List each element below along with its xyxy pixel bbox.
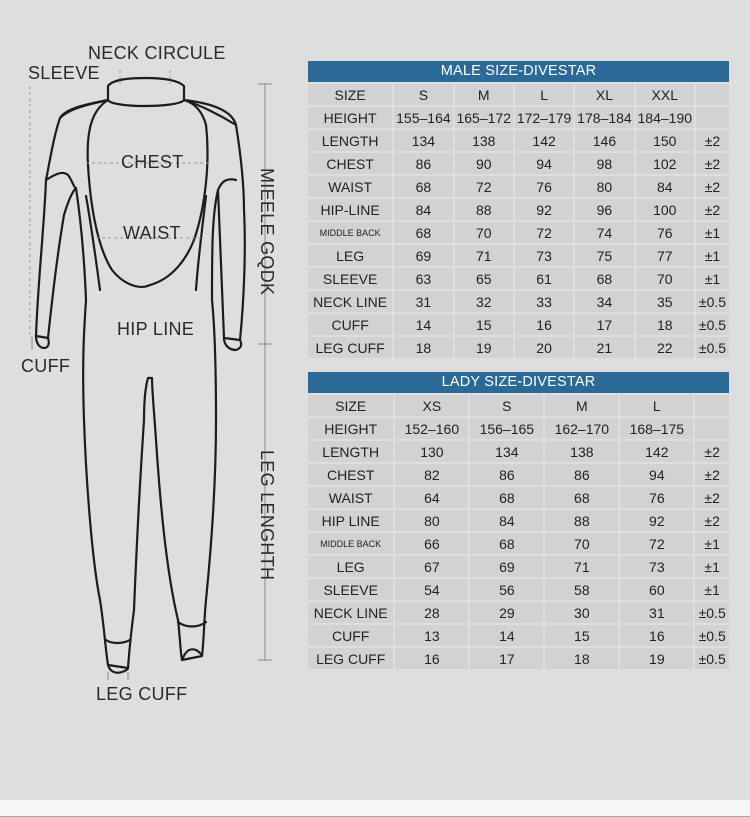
value-cell: 69 xyxy=(394,245,452,266)
value-cell: 184–190 xyxy=(636,107,694,128)
male-table-title: MALE SIZE-DIVESTAR xyxy=(308,61,729,82)
value-cell: 31 xyxy=(620,602,693,623)
table-row xyxy=(308,625,729,646)
value-cell: 82 xyxy=(395,464,468,485)
tolerance-cell: ±1 xyxy=(696,268,729,289)
value-cell: 73 xyxy=(620,556,693,577)
table-header-row xyxy=(308,84,729,105)
value-cell: 67 xyxy=(395,556,468,577)
row-label-cell: HEIGHT xyxy=(308,107,392,128)
value-cell: L xyxy=(515,84,573,105)
value-cell: 94 xyxy=(620,464,693,485)
value-cell: 70 xyxy=(636,268,694,289)
leg-length-label: LEG LENGHTH xyxy=(257,450,277,581)
value-cell: 68 xyxy=(470,533,543,554)
value-cell: S xyxy=(470,395,543,416)
value-cell: 68 xyxy=(394,222,452,243)
tolerance-cell: ±0.5 xyxy=(695,602,729,623)
tolerance-cell: ±2 xyxy=(696,176,729,197)
row-label-cell: NECK LINE xyxy=(308,602,393,623)
value-cell: 165–172 xyxy=(455,107,513,128)
table-row xyxy=(308,602,729,623)
tolerance-cell: ±2 xyxy=(696,199,729,220)
table-row xyxy=(308,199,729,220)
table-row xyxy=(308,153,729,174)
value-cell: 19 xyxy=(455,337,513,358)
tolerance-cell: ±2 xyxy=(695,464,729,485)
value-cell: 94 xyxy=(515,153,573,174)
row-label-cell: HIP LINE xyxy=(308,510,393,531)
value-cell: 71 xyxy=(545,556,618,577)
value-cell: 76 xyxy=(515,176,573,197)
table-row xyxy=(308,130,729,151)
row-label-cell: MIDDLE BACK xyxy=(308,222,392,243)
value-cell: 77 xyxy=(636,245,694,266)
chest-label: CHEST xyxy=(121,152,184,172)
value-cell: 68 xyxy=(470,487,543,508)
middle-back-label: MIEELE GQDK xyxy=(257,168,277,296)
value-cell: 28 xyxy=(395,602,468,623)
tolerance-cell: ±1 xyxy=(695,533,729,554)
value-cell: 70 xyxy=(545,533,618,554)
table-row xyxy=(308,107,729,128)
value-cell: 13 xyxy=(395,625,468,646)
value-cell: 134 xyxy=(394,130,452,151)
value-cell: 58 xyxy=(545,579,618,600)
value-cell: 16 xyxy=(395,648,468,669)
value-cell: 14 xyxy=(470,625,543,646)
tolerance-cell xyxy=(695,395,729,416)
value-cell: 75 xyxy=(575,245,633,266)
table-header-row xyxy=(308,395,729,416)
row-label-cell: HIP-LINE xyxy=(308,199,392,220)
value-cell: 86 xyxy=(470,464,543,485)
table-row xyxy=(308,487,729,508)
row-label-cell: LEG CUFF xyxy=(308,337,392,358)
value-cell: 76 xyxy=(620,487,693,508)
row-label-cell: CUFF xyxy=(308,625,393,646)
value-cell: 63 xyxy=(394,268,452,289)
value-cell: 88 xyxy=(455,199,513,220)
value-cell: 18 xyxy=(545,648,618,669)
bottom-strip xyxy=(0,800,750,817)
value-cell: 152–160 xyxy=(395,418,468,439)
value-cell: 73 xyxy=(515,245,573,266)
table-row xyxy=(308,418,729,439)
row-label-cell: SLEEVE xyxy=(308,268,392,289)
table-row xyxy=(308,314,729,335)
value-cell: 80 xyxy=(575,176,633,197)
row-label-cell: CUFF xyxy=(308,314,392,335)
value-cell: 17 xyxy=(470,648,543,669)
value-cell: 68 xyxy=(394,176,452,197)
value-cell: S xyxy=(394,84,452,105)
value-cell: 92 xyxy=(515,199,573,220)
value-cell: 34 xyxy=(575,291,633,312)
tolerance-cell: ±2 xyxy=(695,487,729,508)
value-cell: M xyxy=(545,395,618,416)
value-cell: 86 xyxy=(394,153,452,174)
value-cell: XS xyxy=(395,395,468,416)
row-label-cell: SIZE xyxy=(308,395,393,416)
tolerance-cell: ±2 xyxy=(696,153,729,174)
value-cell: 60 xyxy=(620,579,693,600)
value-cell: 56 xyxy=(470,579,543,600)
value-cell: 54 xyxy=(395,579,468,600)
value-cell: 134 xyxy=(470,441,543,462)
row-label-cell: SLEEVE xyxy=(308,579,393,600)
value-cell: 168–175 xyxy=(620,418,693,439)
value-cell: 68 xyxy=(575,268,633,289)
table-row xyxy=(308,510,729,531)
table-row xyxy=(308,291,729,312)
cuff-label: CUFF xyxy=(21,356,71,376)
lady-table-title: LADY SIZE-DIVESTAR xyxy=(308,372,729,393)
tolerance-cell: ±2 xyxy=(695,441,729,462)
value-cell: 18 xyxy=(394,337,452,358)
table-row xyxy=(308,222,729,243)
value-cell: 33 xyxy=(515,291,573,312)
value-cell: 100 xyxy=(636,199,694,220)
value-cell: 64 xyxy=(395,487,468,508)
row-label-cell: NECK LINE xyxy=(308,291,392,312)
value-cell: 142 xyxy=(620,441,693,462)
table-row xyxy=(308,556,729,577)
row-label-cell: CHEST xyxy=(308,153,392,174)
value-cell: 86 xyxy=(545,464,618,485)
table-row xyxy=(308,441,729,462)
tolerance-cell xyxy=(696,84,729,105)
row-label-cell: LENGTH xyxy=(308,441,393,462)
value-cell: 65 xyxy=(455,268,513,289)
value-cell: 21 xyxy=(575,337,633,358)
value-cell: 16 xyxy=(515,314,573,335)
tolerance-cell: ±0.5 xyxy=(695,648,729,669)
row-label-cell: LEG xyxy=(308,245,392,266)
value-cell: 66 xyxy=(395,533,468,554)
value-cell: 162–170 xyxy=(545,418,618,439)
value-cell: 68 xyxy=(545,487,618,508)
value-cell: 142 xyxy=(515,130,573,151)
value-cell: 22 xyxy=(636,337,694,358)
row-label-cell: SIZE xyxy=(308,84,392,105)
value-cell: 80 xyxy=(395,510,468,531)
value-cell: 96 xyxy=(575,199,633,220)
value-cell: 88 xyxy=(545,510,618,531)
value-cell: 15 xyxy=(455,314,513,335)
value-cell: 19 xyxy=(620,648,693,669)
value-cell: 138 xyxy=(455,130,513,151)
table-row xyxy=(308,648,729,669)
row-label-cell: LEG CUFF xyxy=(308,648,393,669)
sleeve-label: SLEEVE xyxy=(28,63,100,83)
value-cell: 69 xyxy=(470,556,543,577)
value-cell: XXL xyxy=(636,84,694,105)
value-cell: 156–165 xyxy=(470,418,543,439)
row-label-cell: LEG xyxy=(308,556,393,577)
table-row xyxy=(308,464,729,485)
value-cell: 16 xyxy=(620,625,693,646)
value-cell: 92 xyxy=(620,510,693,531)
value-cell: 74 xyxy=(575,222,633,243)
row-label-cell: WAIST xyxy=(308,176,392,197)
row-label-cell: CHEST xyxy=(308,464,393,485)
row-label-cell: WAIST xyxy=(308,487,393,508)
tolerance-cell xyxy=(695,418,729,439)
value-cell: 150 xyxy=(636,130,694,151)
value-cell: 32 xyxy=(455,291,513,312)
leg-cuff-label: LEG CUFF xyxy=(96,684,188,704)
tolerance-cell: ±2 xyxy=(696,130,729,151)
value-cell: 178–184 xyxy=(575,107,633,128)
tolerance-cell: ±1 xyxy=(695,556,729,577)
value-cell: 18 xyxy=(636,314,694,335)
male-size-table xyxy=(306,82,731,360)
row-label-cell: MIDDLE BACK xyxy=(308,533,393,554)
value-cell: 35 xyxy=(636,291,694,312)
value-cell: 72 xyxy=(620,533,693,554)
tolerance-cell: ±1 xyxy=(695,579,729,600)
value-cell: L xyxy=(620,395,693,416)
value-cell: 31 xyxy=(394,291,452,312)
tolerance-cell: ±0.5 xyxy=(695,625,729,646)
value-cell: 14 xyxy=(394,314,452,335)
table-row xyxy=(308,337,729,358)
value-cell: 20 xyxy=(515,337,573,358)
tolerance-cell: ±1 xyxy=(696,222,729,243)
value-cell: 84 xyxy=(470,510,543,531)
tolerance-cell: ±0.5 xyxy=(696,337,729,358)
value-cell: 138 xyxy=(545,441,618,462)
value-cell: 130 xyxy=(395,441,468,462)
hip-line-label: HIP LINE xyxy=(117,319,195,339)
tolerance-cell: ±2 xyxy=(695,510,729,531)
value-cell: 15 xyxy=(545,625,618,646)
value-cell: 70 xyxy=(455,222,513,243)
row-label-cell: LENGTH xyxy=(308,130,392,151)
tolerance-cell xyxy=(696,107,729,128)
value-cell: XL xyxy=(575,84,633,105)
value-cell: 84 xyxy=(394,199,452,220)
waist-label: WAIST xyxy=(123,223,181,243)
value-cell: M xyxy=(455,84,513,105)
value-cell: 30 xyxy=(545,602,618,623)
row-label-cell: HEIGHT xyxy=(308,418,393,439)
value-cell: 61 xyxy=(515,268,573,289)
value-cell: 76 xyxy=(636,222,694,243)
value-cell: 98 xyxy=(575,153,633,174)
table-row xyxy=(308,176,729,197)
value-cell: 72 xyxy=(455,176,513,197)
tolerance-cell: ±0.5 xyxy=(696,314,729,335)
neck-circle-label: NECK CIRCULE xyxy=(88,43,226,63)
lady-size-table xyxy=(306,393,731,671)
value-cell: 29 xyxy=(470,602,543,623)
value-cell: 72 xyxy=(515,222,573,243)
value-cell: 172–179 xyxy=(515,107,573,128)
value-cell: 84 xyxy=(636,176,694,197)
value-cell: 146 xyxy=(575,130,633,151)
value-cell: 102 xyxy=(636,153,694,174)
value-cell: 17 xyxy=(575,314,633,335)
table-row xyxy=(308,579,729,600)
table-row xyxy=(308,268,729,289)
table-row xyxy=(308,533,729,554)
tolerance-cell: ±0.5 xyxy=(696,291,729,312)
tolerance-cell: ±1 xyxy=(696,245,729,266)
table-row xyxy=(308,245,729,266)
value-cell: 90 xyxy=(455,153,513,174)
value-cell: 155–164 xyxy=(394,107,452,128)
value-cell: 71 xyxy=(455,245,513,266)
